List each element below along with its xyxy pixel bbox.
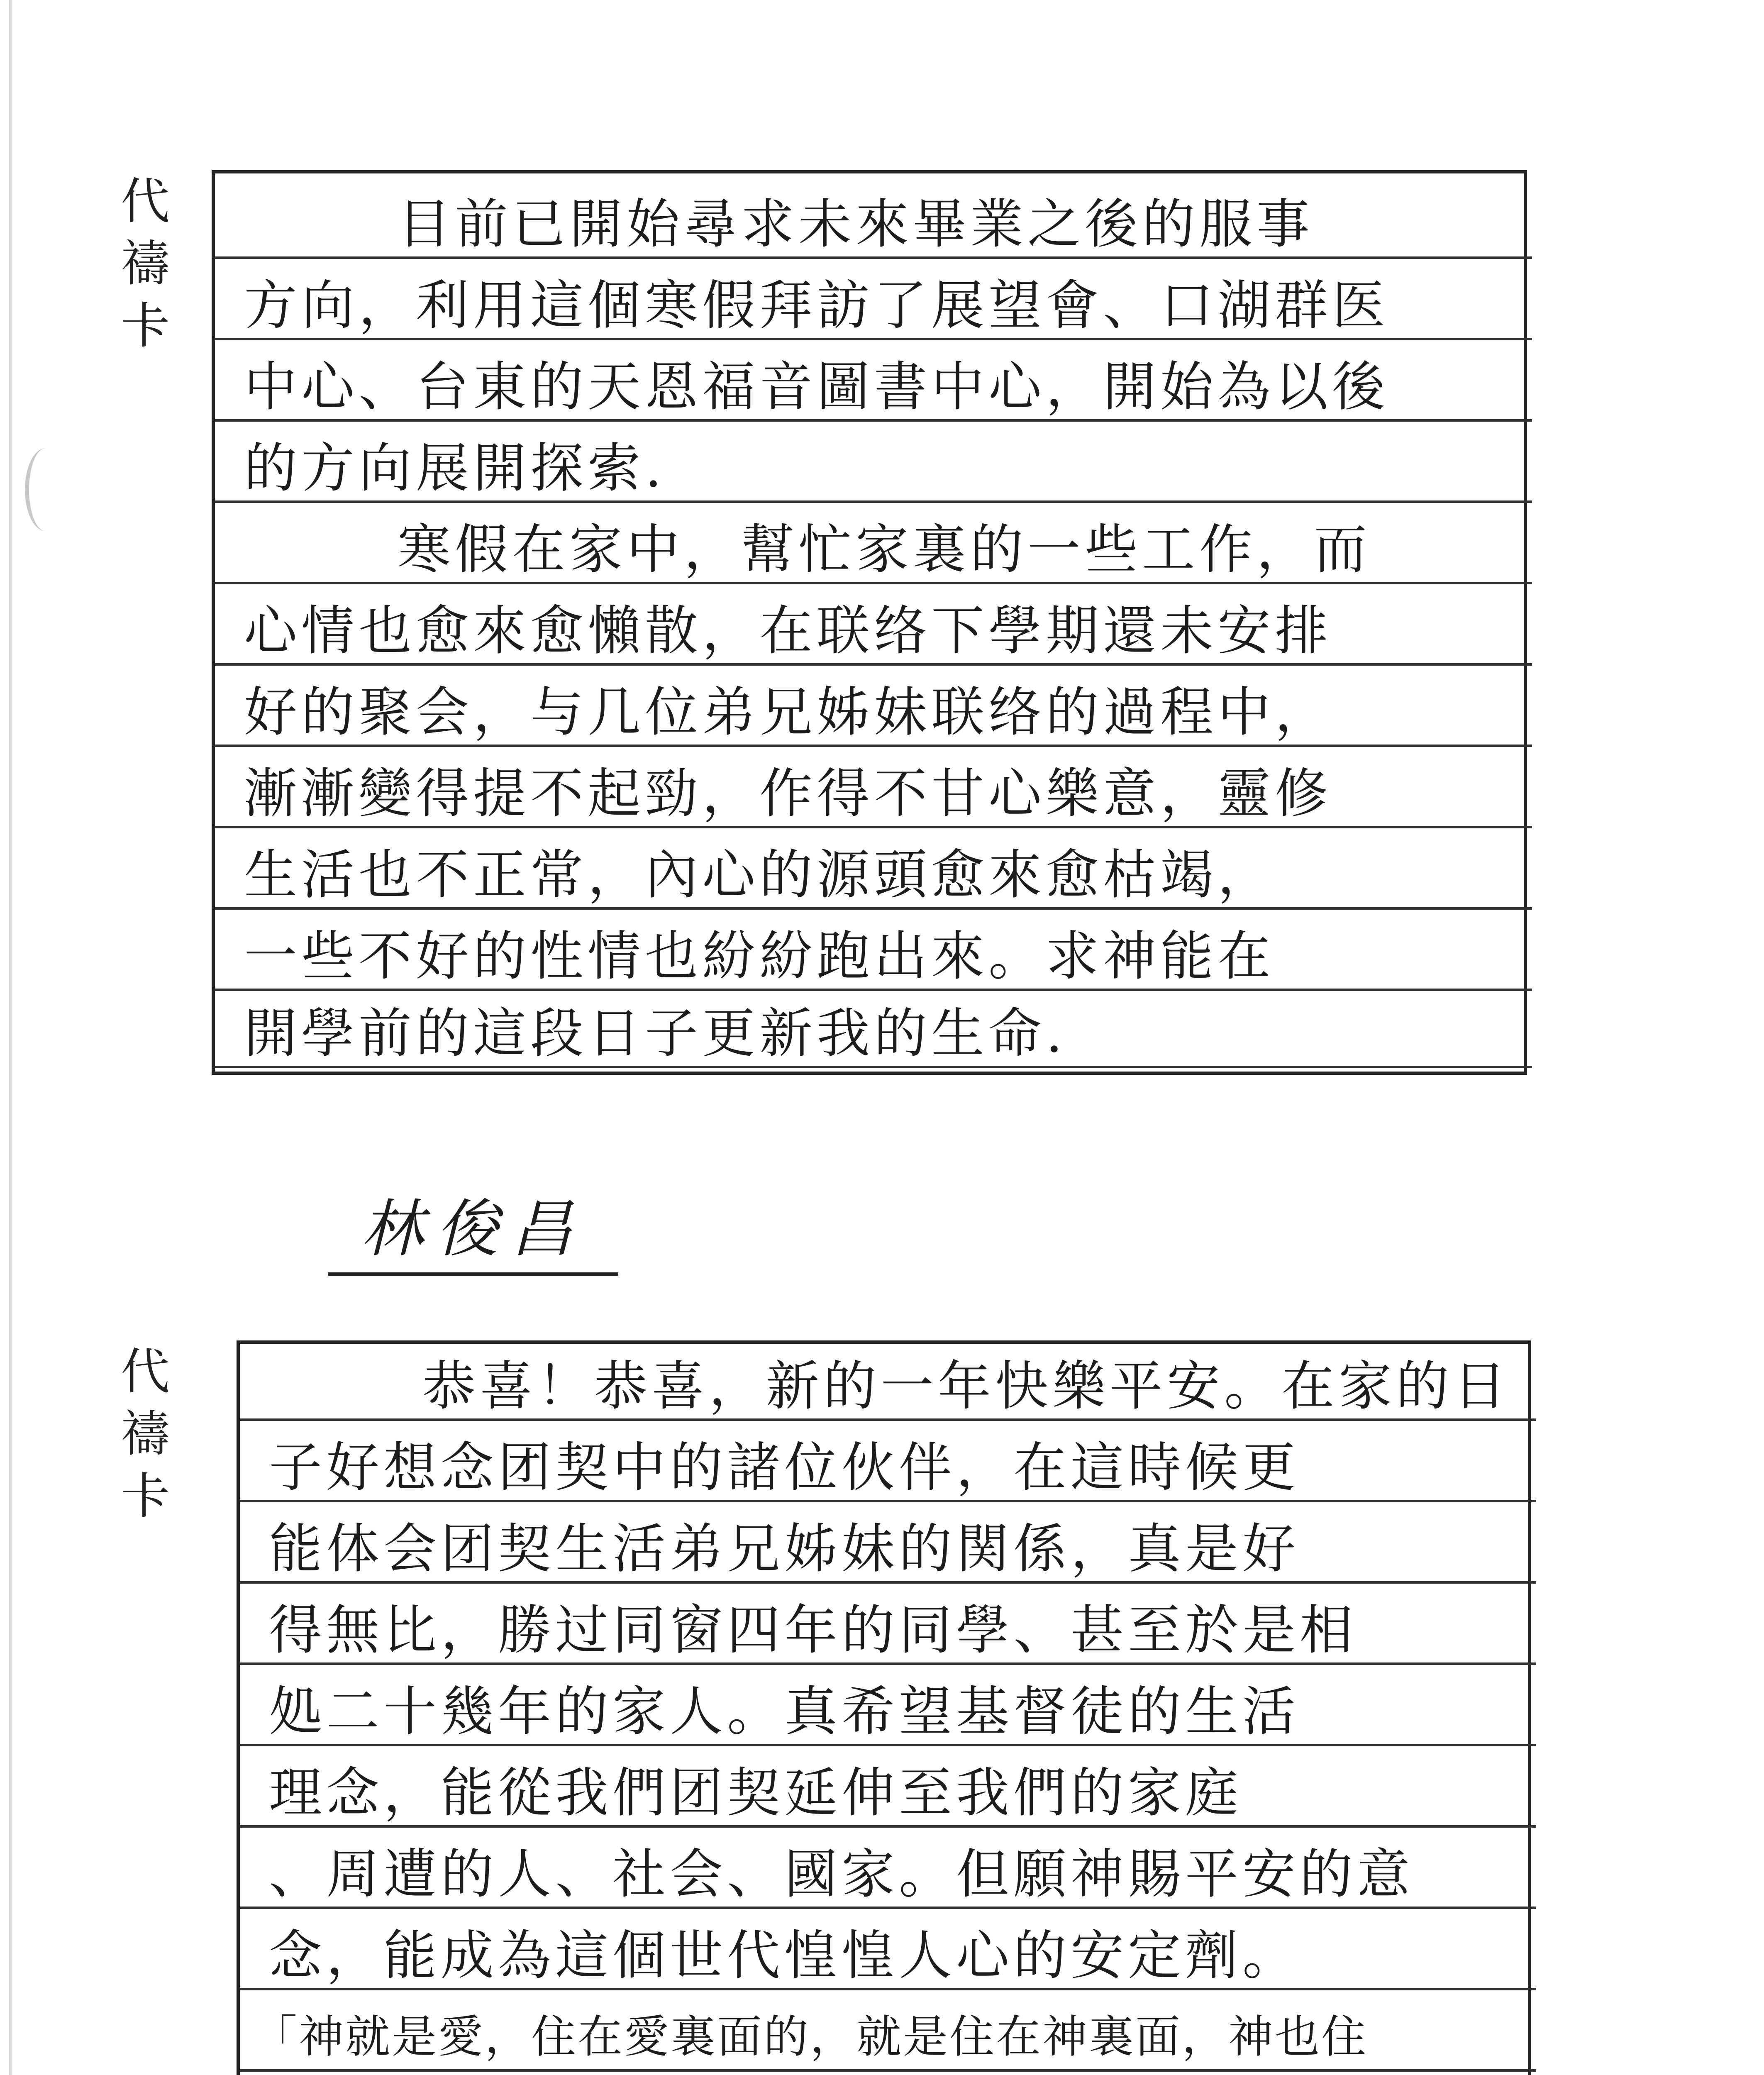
card2-line: 恭喜！恭喜，新的一年快樂平安。在家的日 — [240, 1352, 1536, 1421]
card2-verse-line: 「神就是愛，住在愛裏面的，就是住在神裏面，神也住 — [240, 2003, 1536, 2072]
prayer-card-1 — [212, 170, 1527, 1075]
card2-side-label — [112, 1340, 178, 1527]
card2-line: 理念，能從我們团契延伸至我們的家庭 — [240, 1759, 1536, 1828]
page-edge — [9, 0, 12, 2075]
card2-line: 、周遭的人、社会、國家。但願神賜平安的意 — [240, 1840, 1536, 1909]
card2-line: 念，能成為這個世代惶惶人心的安定劑。 — [240, 1921, 1536, 1990]
card1-line: 開學前的這段日子更新我的生命. — [215, 999, 1532, 1068]
side-label-char: 卡 — [120, 1467, 170, 1525]
card1-line: 寒假在家中，幫忙家裏的一些工作，而 — [215, 515, 1532, 584]
card1-line: 好的聚会，与几位弟兄姊妹联络的過程中， — [215, 678, 1532, 747]
card1-line: 心情也愈來愈懶散，在联络下學期還未安排 — [215, 597, 1532, 666]
card1-line: 生活也不正常，內心的源頭愈來愈枯竭， — [215, 841, 1532, 910]
card1-line: 目前已開始尋求未來畢業之後的服事 — [215, 190, 1532, 259]
card2-line: 得無比，勝过同窗四年的同學、甚至於是相 — [240, 1596, 1536, 1665]
card2-line: 能体会团契生活弟兄姊妹的関係，真是好 — [240, 1515, 1536, 1584]
punch-hole-mark — [25, 448, 66, 531]
card1-line: 中心、台東的天恩福音圖書中心，開始為以後 — [215, 353, 1532, 422]
side-label-char: 禱 — [120, 1405, 170, 1462]
side-label-char: 代 — [120, 1343, 170, 1400]
card1-signature: 林俊昌 — [328, 1179, 618, 1276]
card2-line: 処二十幾年的家人。真希望基督徒的生活 — [240, 1677, 1536, 1746]
card1-line: 一些不好的性情也紛紛跑出來。求神能在 — [215, 922, 1532, 991]
card1-line: 漸漸變得提不起勁，作得不甘心樂意，靈修 — [215, 759, 1532, 828]
card1-side-label — [112, 170, 178, 357]
card2-line: 子好想念团契中的諸位伙伴，在這時候更 — [240, 1433, 1536, 1502]
card1-line: 方向，利用這個寒假拜訪了展望會、口湖群医 — [215, 271, 1532, 340]
card1-line: 的方向展開探索. — [215, 434, 1532, 503]
side-label-char: 禱 — [120, 235, 170, 292]
prayer-card-2 — [237, 1340, 1531, 2075]
side-label-char: 卡 — [120, 297, 170, 354]
side-label-char: 代 — [120, 173, 170, 230]
